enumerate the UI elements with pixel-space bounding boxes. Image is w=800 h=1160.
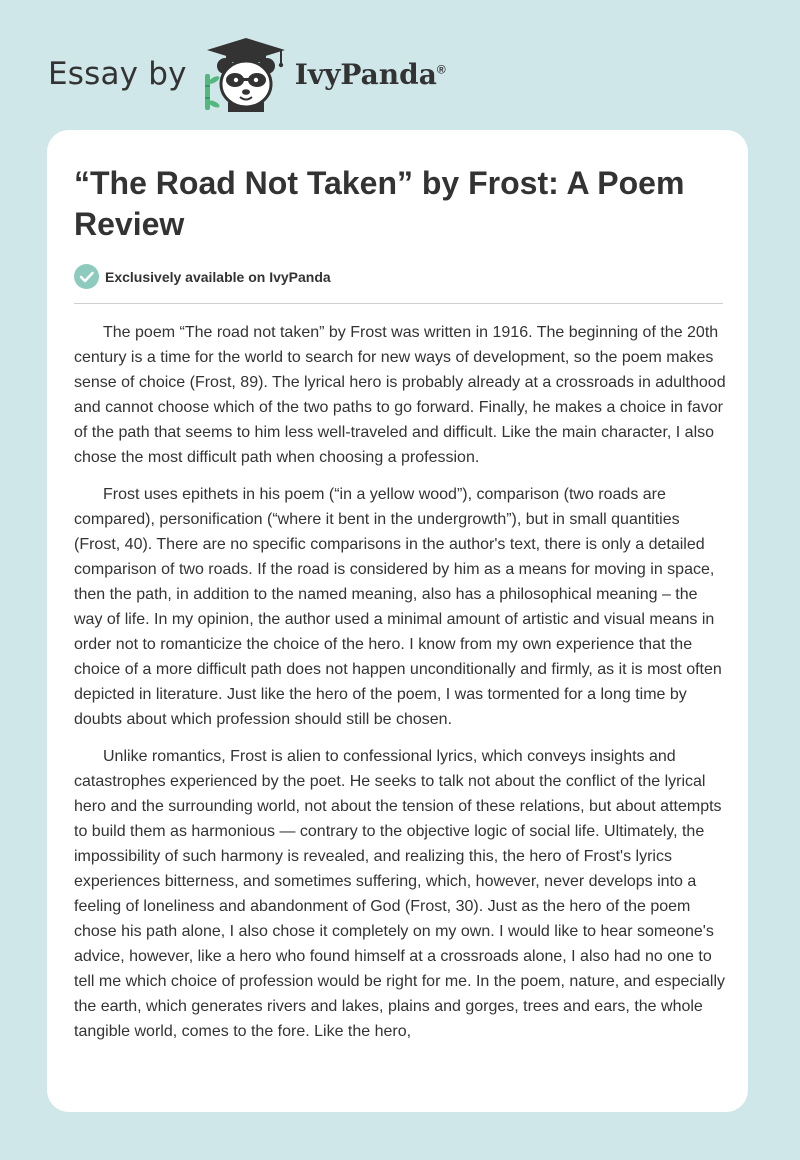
essay-card [47, 130, 748, 1112]
paragraph: The poem “The road not taken” by Frost was written in 1916. The beginning of the 20th century is a time for the world to search for new ways of development, so the poem makes sense of choice (Frost, 89). The lyrical hero is probably already at a crossroads in adulthood and cannot choose which of the two paths to go forward. Finally, he makes a choice in favor of the path that seems to him less well-traveled and difficult. Like the main character, I also chose the most difficult path when choosing a profession. [74, 324, 726, 466]
check-circle-icon [74, 264, 99, 289]
brand-name[interactable] [295, 58, 446, 91]
exclusive-label: Exclusively available on IvyPanda [105, 268, 331, 285]
essay-by-label: Essay by [48, 56, 187, 92]
site-header [48, 34, 446, 114]
brand-name-text: IvyPanda [294, 57, 437, 91]
paragraph: Unlike romantics, Frost is alien to confessional lyrics, which conveys insights and catastrophes experienced by the poet. He seeks to talk not about the conflict of the lyrical hero and the surrounding world, not about the tension of these relations, but about attempts to build them as harmonious — contrary to the objective logic of social life. Ultimately, the impossibility of such harmony is revealed, and realizing this, the hero of Frost's lyrics experiences bitterness, and sometimes suffering, which, however, never develops into a feeling of loneliness and abandonment of God (Frost, 30). Just as the hero of the poem chose his path alone, I also chose it completely on my own. I would like to hear someone's advice, however, like a hero who found himself at a crossroads alone, I also had no one to tell me which choice of profession would be right for me. In the poem, nature, and especially the earth, which generates rivers and lakes, plains and gorges, trees and ears, the whole tangible world, comes to the fore. Like the hero, [74, 748, 726, 1040]
essay-body [74, 320, 726, 1056]
panda-logo-icon[interactable] [201, 34, 291, 114]
divider [74, 303, 723, 304]
paragraph: Frost uses epithets in his poem (“in a yellow wood”), comparison (two roads are compared), personification (“where it bent in the undergrowth”), but in small quantities (Frost, 40). There are no specific comparisons in the author's text, there is only a detailed comparison of two roads. If the road is considered by him as a means for moving in space, then the path, in addition to the named meaning, also has a philosophical meaning – the way of life. In my opinion, the author used a minimal amount of artistic and visual means in order not to romanticize the choice of the hero. I know from my own experience that the choice of a more difficult path does not happen unconditionally and firmly, as it is most often depicted in literature. Just like the hero of the poem, I was tormented for a long time by doubts about which profession should still be chosen. [74, 486, 722, 728]
essay-title: “The Road Not Taken” by Frost: A Poem Review [74, 165, 685, 242]
exclusive-badge [74, 264, 331, 289]
registered-mark: ® [436, 62, 446, 77]
